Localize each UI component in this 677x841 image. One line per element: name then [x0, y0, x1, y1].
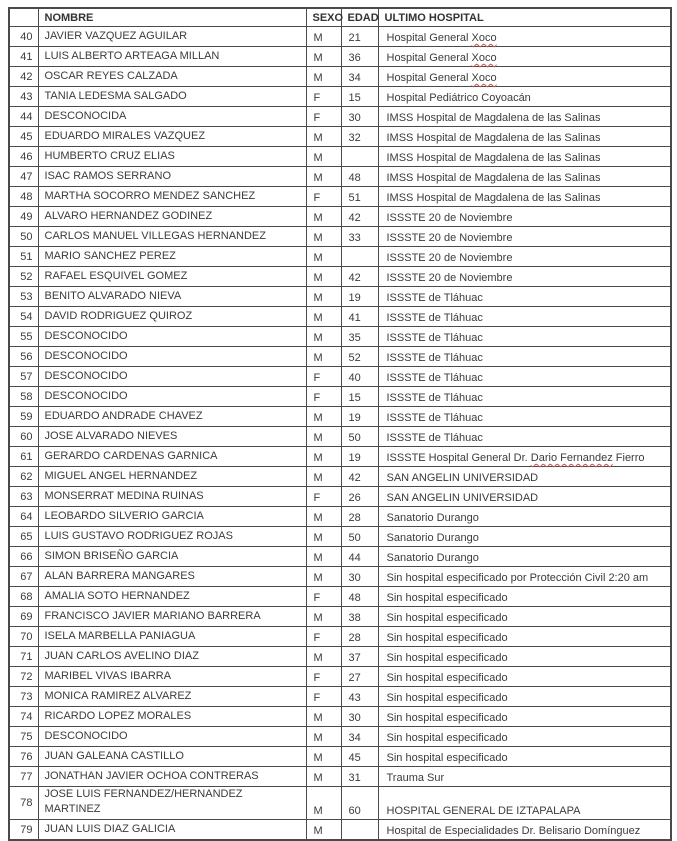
cell-hospital: Sin hospital especificado: [378, 707, 671, 727]
table-row: [9, 747, 671, 767]
cell-num: 42: [9, 67, 38, 87]
cell-hospital: ISSSTE 20 de Noviembre: [378, 267, 671, 287]
cell-num: 72: [9, 667, 38, 687]
cell-hospital: Hospital de Especialidades Dr. Belisario Domínguez: [378, 820, 671, 841]
cell-hospital: Sin hospital especificado: [378, 607, 671, 627]
column-header-edad: EDAD: [341, 8, 378, 27]
cell-nombre: DESCONOCIDO: [38, 727, 306, 747]
cell-num: 75: [9, 727, 38, 747]
cell-sexo: M: [306, 567, 341, 587]
cell-sexo: M: [306, 527, 341, 547]
cell-sexo: M: [306, 447, 341, 467]
cell-sexo: M: [306, 327, 341, 347]
cell-sexo: M: [306, 707, 341, 727]
cell-nombre: OSCAR REYES CALZADA: [38, 67, 306, 87]
cell-sexo: M: [306, 347, 341, 367]
cell-hospital: Hospital General Xoco: [378, 67, 671, 87]
cell-num: 68: [9, 587, 38, 607]
cell-hospital: ISSSTE de Tláhuac: [378, 427, 671, 447]
table-row: [9, 167, 671, 187]
cell-hospital: Sin hospital especificado: [378, 627, 671, 647]
table-row: [9, 587, 671, 607]
cell-hospital: ISSSTE de Tláhuac: [378, 327, 671, 347]
cell-nombre: JAVIER VAZQUEZ AGUILAR: [38, 27, 306, 47]
table-row: [9, 707, 671, 727]
cell-edad: 42: [341, 207, 378, 227]
cell-num: 69: [9, 607, 38, 627]
cell-nombre: LUIS GUSTAVO RODRIGUEZ ROJAS: [38, 527, 306, 547]
table-row: [9, 647, 671, 667]
cell-nombre: SIMON BRISEÑO GARCIA: [38, 547, 306, 567]
cell-hospital: ISSSTE de Tláhuac: [378, 287, 671, 307]
cell-num: 66: [9, 547, 38, 567]
cell-sexo: M: [306, 67, 341, 87]
table-row: [9, 327, 671, 347]
cell-sexo: M: [306, 307, 341, 327]
cell-sexo: M: [306, 507, 341, 527]
table-row: [9, 107, 671, 127]
table-row: [9, 567, 671, 587]
cell-sexo: F: [306, 487, 341, 507]
cell-edad: 30: [341, 707, 378, 727]
cell-hospital: Hospital General Xoco: [378, 27, 671, 47]
spellcheck-underline: Xoco: [471, 32, 497, 44]
cell-num: 40: [9, 27, 38, 47]
cell-nombre: LEOBARDO SILVERIO GARCIA: [38, 507, 306, 527]
table-row: [9, 387, 671, 407]
cell-hospital: IMSS Hospital de Magdalena de las Salinas: [378, 167, 671, 187]
cell-num: 79: [9, 820, 38, 841]
table-row: [9, 407, 671, 427]
cell-nombre: HUMBERTO CRUZ ELIAS: [38, 147, 306, 167]
cell-num: 65: [9, 527, 38, 547]
cell-hospital: Sanatorio Durango: [378, 507, 671, 527]
table-row: [9, 147, 671, 167]
table-row: [9, 467, 671, 487]
cell-hospital: ISSSTE de Tláhuac: [378, 347, 671, 367]
cell-num: 58: [9, 387, 38, 407]
cell-hospital: Sin hospital especificado: [378, 647, 671, 667]
cell-sexo: M: [306, 607, 341, 627]
cell-hospital: IMSS Hospital de Magdalena de las Salinas: [378, 107, 671, 127]
table-body: [9, 27, 671, 841]
cell-edad: 48: [341, 167, 378, 187]
column-header-nombre: NOMBRE: [38, 8, 306, 27]
table-row: [9, 527, 671, 547]
spellcheck-underline: Xoco: [471, 52, 497, 64]
table-header: [9, 8, 671, 27]
cell-edad: 43: [341, 687, 378, 707]
cell-num: 51: [9, 247, 38, 267]
cell-num: 78: [9, 787, 38, 820]
cell-hospital: Trauma Sur: [378, 767, 671, 787]
cell-sexo: M: [306, 27, 341, 47]
cell-edad: 42: [341, 267, 378, 287]
cell-hospital: Sanatorio Durango: [378, 527, 671, 547]
cell-hospital: ISSSTE de Tláhuac: [378, 387, 671, 407]
table-row: [9, 307, 671, 327]
cell-edad: 21: [341, 27, 378, 47]
cell-num: 77: [9, 767, 38, 787]
cell-num: 60: [9, 427, 38, 447]
cell-nombre: DESCONOCIDA: [38, 107, 306, 127]
cell-sexo: F: [306, 687, 341, 707]
cell-hospital: Sanatorio Durango: [378, 547, 671, 567]
cell-sexo: F: [306, 87, 341, 107]
cell-nombre: RICARDO LOPEZ MORALES: [38, 707, 306, 727]
cell-hospital: Sin hospital especificado: [378, 667, 671, 687]
cell-sexo: M: [306, 207, 341, 227]
cell-num: 45: [9, 127, 38, 147]
table-row: [9, 287, 671, 307]
cell-edad: 38: [341, 607, 378, 627]
cell-nombre: BENITO ALVARADO NIEVA: [38, 287, 306, 307]
cell-edad: 31: [341, 767, 378, 787]
cell-hospital: ISSSTE Hospital General Dr. Dario Fernandez Fierro: [378, 447, 671, 467]
cell-nombre: GERARDO CARDENAS GARNICA: [38, 447, 306, 467]
cell-sexo: M: [306, 820, 341, 841]
cell-edad: 44: [341, 547, 378, 567]
cell-edad: 60: [341, 787, 378, 820]
spellcheck-underline: Xoco: [471, 72, 497, 84]
cell-nombre: ALVARO HERNANDEZ GODINEZ: [38, 207, 306, 227]
table-row: [9, 367, 671, 387]
cell-edad: 42: [341, 467, 378, 487]
cell-num: 50: [9, 227, 38, 247]
header-row: [9, 8, 671, 27]
cell-edad: 35: [341, 327, 378, 347]
cell-num: 41: [9, 47, 38, 67]
cell-edad: 34: [341, 67, 378, 87]
cell-nombre: MONSERRAT MEDINA RUINAS: [38, 487, 306, 507]
cell-edad: 50: [341, 427, 378, 447]
table-row: [9, 727, 671, 747]
cell-sexo: F: [306, 627, 341, 647]
cell-edad: 27: [341, 667, 378, 687]
cell-sexo: M: [306, 47, 341, 67]
cell-num: 73: [9, 687, 38, 707]
cell-edad: 19: [341, 287, 378, 307]
cell-edad: 37: [341, 647, 378, 667]
cell-hospital: ISSSTE de Tláhuac: [378, 407, 671, 427]
cell-edad: [341, 820, 378, 841]
cell-edad: 36: [341, 47, 378, 67]
cell-num: 46: [9, 147, 38, 167]
cell-nombre: JUAN GALEANA CASTILLO: [38, 747, 306, 767]
spellcheck-underline: Dario Fernandez: [530, 452, 613, 464]
cell-nombre: EDUARDO MIRALES VAZQUEZ: [38, 127, 306, 147]
cell-num: 64: [9, 507, 38, 527]
cell-edad: 28: [341, 507, 378, 527]
cell-sexo: M: [306, 787, 341, 820]
cell-num: 63: [9, 487, 38, 507]
cell-num: 44: [9, 107, 38, 127]
document-page: [0, 7, 677, 837]
cell-nombre: EDUARDO ANDRADE CHAVEZ: [38, 407, 306, 427]
cell-hospital: SAN ANGELIN UNIVERSIDAD: [378, 467, 671, 487]
cell-nombre: DESCONOCIDO: [38, 367, 306, 387]
cell-num: 53: [9, 287, 38, 307]
cell-sexo: F: [306, 187, 341, 207]
cell-num: 47: [9, 167, 38, 187]
cell-num: 70: [9, 627, 38, 647]
cell-hospital: SAN ANGELIN UNIVERSIDAD: [378, 487, 671, 507]
table-row: [9, 767, 671, 787]
cell-nombre: AMALIA SOTO HERNANDEZ: [38, 587, 306, 607]
cell-nombre: DAVID RODRIGUEZ QUIROZ: [38, 307, 306, 327]
cell-hospital: Hospital Pediátrico Coyoacán: [378, 87, 671, 107]
cell-hospital: IMSS Hospital de Magdalena de las Salinas: [378, 147, 671, 167]
table-row: [9, 687, 671, 707]
column-header-num: [9, 8, 38, 27]
cell-num: 57: [9, 367, 38, 387]
cell-nombre: ISAC RAMOS SERRANO: [38, 167, 306, 187]
cell-nombre: FRANCISCO JAVIER MARIANO BARRERA: [38, 607, 306, 627]
cell-edad: 26: [341, 487, 378, 507]
cell-edad: 50: [341, 527, 378, 547]
cell-hospital: ISSSTE 20 de Noviembre: [378, 207, 671, 227]
cell-nombre: MARTHA SOCORRO MENDEZ SANCHEZ: [38, 187, 306, 207]
cell-num: 49: [9, 207, 38, 227]
cell-sexo: F: [306, 107, 341, 127]
cell-sexo: M: [306, 467, 341, 487]
cell-num: 61: [9, 447, 38, 467]
cell-edad: 45: [341, 747, 378, 767]
cell-nombre: DESCONOCIDO: [38, 327, 306, 347]
table-row: [9, 820, 671, 841]
cell-sexo: M: [306, 247, 341, 267]
cell-num: 54: [9, 307, 38, 327]
cell-sexo: M: [306, 727, 341, 747]
cell-nombre: DESCONOCIDO: [38, 387, 306, 407]
table-row: [9, 87, 671, 107]
table-row: [9, 487, 671, 507]
cell-edad: [341, 147, 378, 167]
cell-hospital: ISSSTE de Tláhuac: [378, 307, 671, 327]
cell-sexo: M: [306, 227, 341, 247]
cell-sexo: M: [306, 547, 341, 567]
cell-hospital: Sin hospital especificado: [378, 687, 671, 707]
cell-hospital: Sin hospital especificado por Protección Civil 2:20 am: [378, 567, 671, 587]
table-row: [9, 247, 671, 267]
cell-sexo: M: [306, 407, 341, 427]
cell-num: 62: [9, 467, 38, 487]
cell-sexo: F: [306, 587, 341, 607]
table-row: [9, 347, 671, 367]
table-row: [9, 267, 671, 287]
table-row: [9, 667, 671, 687]
cell-sexo: F: [306, 667, 341, 687]
table-row: [9, 27, 671, 47]
cell-sexo: F: [306, 367, 341, 387]
cell-edad: 34: [341, 727, 378, 747]
cell-edad: 19: [341, 447, 378, 467]
cell-sexo: M: [306, 147, 341, 167]
cell-nombre: MIGUEL ANGEL HERNANDEZ: [38, 467, 306, 487]
cell-num: 56: [9, 347, 38, 367]
cell-edad: 28: [341, 627, 378, 647]
cell-sexo: F: [306, 387, 341, 407]
cell-edad: 30: [341, 567, 378, 587]
cell-hospital: Sin hospital especificado: [378, 747, 671, 767]
cell-nombre: MARIO SANCHEZ PEREZ: [38, 247, 306, 267]
table-row: [9, 187, 671, 207]
column-header-hospital: ULTIMO HOSPITAL: [378, 8, 671, 27]
cell-edad: [341, 247, 378, 267]
cell-nombre: TANIA LEDESMA SALGADO: [38, 87, 306, 107]
cell-edad: 52: [341, 347, 378, 367]
cell-nombre: MONICA RAMIREZ ALVAREZ: [38, 687, 306, 707]
cell-edad: 41: [341, 307, 378, 327]
table-row: [9, 447, 671, 467]
cell-nombre: JOSE LUIS FERNANDEZ/HERNANDEZ MARTINEZ: [38, 787, 306, 820]
cell-nombre: LUIS ALBERTO ARTEAGA MILLAN: [38, 47, 306, 67]
cell-num: 59: [9, 407, 38, 427]
cell-hospital: Sin hospital especificado: [378, 587, 671, 607]
cell-sexo: M: [306, 127, 341, 147]
cell-num: 76: [9, 747, 38, 767]
cell-hospital: ISSSTE de Tláhuac: [378, 367, 671, 387]
cell-edad: 15: [341, 387, 378, 407]
cell-num: 52: [9, 267, 38, 287]
cell-nombre: JOSE ALVARADO NIEVES: [38, 427, 306, 447]
cell-hospital: HOSPITAL GENERAL DE IZTAPALAPA: [378, 787, 671, 820]
table-row: [9, 427, 671, 447]
patients-table: [8, 7, 672, 841]
table-row: [9, 67, 671, 87]
column-header-sexo: SEXO: [306, 8, 341, 27]
cell-num: 71: [9, 647, 38, 667]
cell-sexo: M: [306, 167, 341, 187]
cell-sexo: M: [306, 287, 341, 307]
cell-nombre: DESCONOCIDO: [38, 347, 306, 367]
cell-edad: 33: [341, 227, 378, 247]
cell-hospital: ISSSTE 20 de Noviembre: [378, 227, 671, 247]
cell-hospital: Sin hospital especificado: [378, 727, 671, 747]
cell-hospital: ISSSTE 20 de Noviembre: [378, 247, 671, 267]
table-row: [9, 227, 671, 247]
cell-hospital: IMSS Hospital de Magdalena de las Salinas: [378, 127, 671, 147]
cell-nombre: ISELA MARBELLA PANIAGUA: [38, 627, 306, 647]
cell-nombre: ALAN BARRERA MANGARES: [38, 567, 306, 587]
cell-sexo: M: [306, 747, 341, 767]
cell-nombre: JUAN CARLOS AVELINO DIAZ: [38, 647, 306, 667]
cell-num: 74: [9, 707, 38, 727]
table-row: [9, 787, 671, 820]
table-row: [9, 207, 671, 227]
table-row: [9, 127, 671, 147]
cell-sexo: M: [306, 767, 341, 787]
cell-edad: 40: [341, 367, 378, 387]
cell-edad: 19: [341, 407, 378, 427]
cell-sexo: M: [306, 427, 341, 447]
cell-sexo: M: [306, 267, 341, 287]
table-row: [9, 547, 671, 567]
cell-nombre: JONATHAN JAVIER OCHOA CONTRERAS: [38, 767, 306, 787]
cell-num: 48: [9, 187, 38, 207]
table-row: [9, 507, 671, 527]
table-row: [9, 607, 671, 627]
cell-edad: 32: [341, 127, 378, 147]
cell-hospital: Hospital General Xoco: [378, 47, 671, 67]
cell-num: 43: [9, 87, 38, 107]
cell-edad: 48: [341, 587, 378, 607]
cell-nombre: CARLOS MANUEL VILLEGAS HERNANDEZ: [38, 227, 306, 247]
cell-num: 67: [9, 567, 38, 587]
cell-nombre: MARIBEL VIVAS IBARRA: [38, 667, 306, 687]
table-row: [9, 47, 671, 67]
table-row: [9, 627, 671, 647]
cell-sexo: M: [306, 647, 341, 667]
cell-nombre: RAFAEL ESQUIVEL GOMEZ: [38, 267, 306, 287]
cell-edad: 51: [341, 187, 378, 207]
cell-num: 55: [9, 327, 38, 347]
cell-hospital: IMSS Hospital de Magdalena de las Salinas: [378, 187, 671, 207]
cell-edad: 30: [341, 107, 378, 127]
cell-nombre: JUAN LUIS DIAZ GALICIA: [38, 820, 306, 841]
cell-edad: 15: [341, 87, 378, 107]
